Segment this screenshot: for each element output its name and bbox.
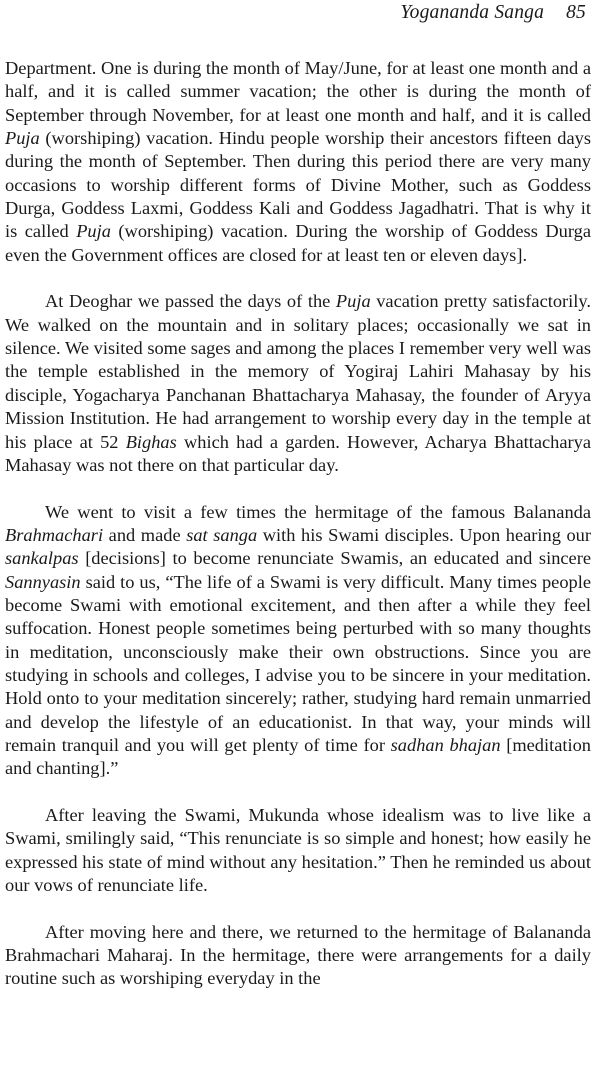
paragraph-5 xyxy=(5,921,591,991)
text-run: (worshiping) vacation. Hindu people worship their ancestors fifteen days during the month of September. Then during this period there are very many occasions to worship different forms of Divine Mother, such as Goddess Durga, Goddess Laxmi, Goddess Kali and Goddess Jagadhatri. That is why it is called xyxy=(5,128,591,242)
text-run: said to us, “The life of a Swami is very difficult. Many times people become Swami with emotional excitement, and then after a while they feel suffocation. Honest people sometimes being perturbed with so many thoughts in meditation, unconsciously make their own obstructions. Since you are studying in schools and colleges, I advise you to be sincere in your meditation. Hold onto to your meditation sincerely; rather, studying hard remain unmarried and develop the lifestyle of an educationist. In that way, your minds will remain tranquil and you will get plenty of time for xyxy=(5,571,591,755)
italic-term: sankalpas xyxy=(5,548,79,569)
italic-term: Bighas xyxy=(125,431,177,452)
text-run: [decisions] to become renunciate Swamis, an educated and sincere xyxy=(78,548,591,569)
italic-term: Puja xyxy=(335,291,371,312)
italic-term: Brahmachari xyxy=(5,524,104,545)
italic-term: sadhan bhajan xyxy=(390,734,501,755)
text-run: Department. One is during the month of May/June, for at least one month and a half, and it is called summer vacation; the other is during the month of September through November, for at least one month and half, and it is called xyxy=(5,58,591,125)
text-run: and made xyxy=(103,524,187,545)
paragraph-1 xyxy=(5,57,591,267)
paragraph-2 xyxy=(5,290,591,477)
italic-term: Puja xyxy=(5,128,40,149)
italic-term: Sannyasin xyxy=(5,571,81,592)
text-run: After leaving the Swami, Mukunda whose idealism was to live like a Swami, smilingly said, “This renunciate is so simple and honest; how easily he expressed his state of mind without any hesitation.” Then he reminded us about our vows of renunciate life. xyxy=(5,805,591,896)
text-run: with his Swami disciples. Upon hearing our xyxy=(257,524,591,545)
paragraph-4 xyxy=(5,804,591,897)
italic-term: sat sanga xyxy=(186,524,258,545)
running-header xyxy=(400,2,586,24)
body-text xyxy=(5,57,591,991)
page-number: 85 xyxy=(566,2,586,23)
text-run: We went to visit a few times the hermitage of the famous Balananda xyxy=(45,501,591,522)
header-title: Yogananda Sanga xyxy=(400,2,545,23)
text-run: [meditation and chanting].” xyxy=(5,734,591,779)
text-run: which had a garden. However, Acharya Bhattacharya Mahasay was not there on that particular day. xyxy=(5,431,591,475)
text-run: At Deoghar we passed the days of the xyxy=(45,291,336,312)
text-run: vacation pretty satisfactorily. We walked on the mountain and in solitary places; occasionally we sat in silence. We visited some sages and among the places I remember very well was the temple established in the memory of Yogiraj Lahiri Mahasay by his disciple, Yogacharya Panchanan Bhattacharya Mahasay, the founder of Aryya Mission Institution. He had arrangement to worship every day in the temple at his place at 52 xyxy=(5,291,592,452)
text-run: After moving here and there, we returned to the hermitage of Balananda Brahmachari Maharaj. In the hermitage, there were arrangements for a daily routine such as worshiping everyday in the xyxy=(5,921,591,989)
italic-term: Puja xyxy=(76,221,111,242)
text-run: (worshiping) vacation. During the worship of Goddess Durga even the Government offices are closed for at least ten or eleven days]. xyxy=(5,221,591,265)
paragraph-3 xyxy=(5,501,591,781)
